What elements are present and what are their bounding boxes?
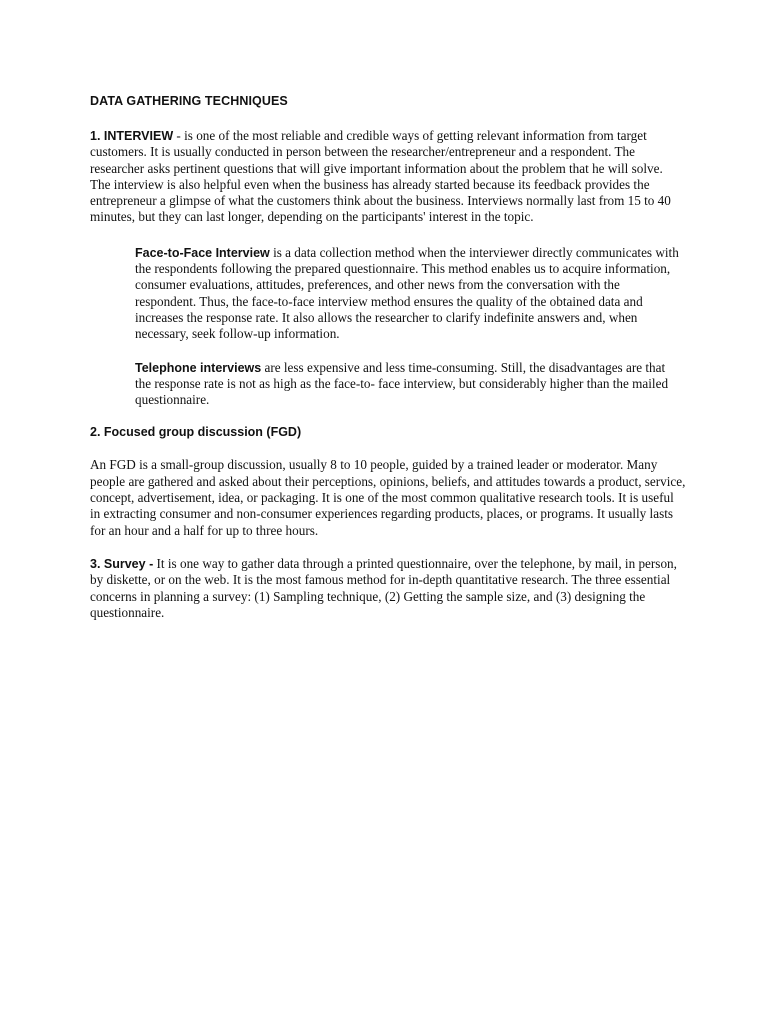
document-title: DATA GATHERING TECHNIQUES: [90, 94, 288, 108]
telephone-text: are less expensive and less time-consuming. Still, the disadvantages are that the response rate is not as high as the face-to- face interview, but considerably higher than the mailed questionnaire.: [135, 359, 669, 408]
face-to-face-paragraph: [135, 245, 683, 343]
telephone-paragraph: [135, 360, 683, 409]
interview-heading: 1. INTERVIEW: [90, 129, 174, 143]
survey-heading: 3. Survey -: [90, 556, 154, 571]
document-body: [90, 94, 686, 621]
interview-paragraph: [90, 128, 686, 226]
face-to-face-text: is a data collection method when the interviewer directly communicates with the respondents following the prepared questionnaire. This method enables us to acquire information, consumer evaluations, attitudes, preferences, and other news from the conversation with the respondent. Thus, the face-to-face interview method ensures the quality of the obtained data and increases the response rate. It also allows the researcher to clarify indefinite answers and, when necessary, seek follow-up information.: [135, 244, 679, 342]
telephone-heading: Telephone interviews: [135, 360, 262, 375]
fgd-paragraph: An FGD is a small-group discussion, usually 8 to 10 people, guided by a trained leader or moderator. Many people are gathered and asked about their perceptions, opinions, beliefs, and attitudes towards a product, service, concept, advertisement, idea, or packaging. It is one of the most common qualitative research tools. It is useful in extracting consumer and non-consumer experiences regarding products, places, or programs. It usually lasts for an hour and a half for up to three hours.: [90, 457, 686, 538]
interview-text: - is one of the most reliable and credible ways of getting relevant information from target customers. It is usually conducted in person between the researcher/entrepreneur and a respondent. The researcher asks pertinent questions that will give important information about the problem that he will solve. The interview is also helpful even when the business has already started because its feedback provides the entrepreneur a glimpse of what the customers think about the business. Interviews normally last from 15 to 40 minutes, but they can last longer, depending on the participants' interest in the topic.: [90, 128, 671, 225]
survey-text: It is one way to gather data through a printed questionnaire, over the telephone, by mail, in person, by diskette, or on the web. It is the most famous method for in-depth quantitative research. The three essential concerns in planning a survey: (1) Sampling technique, (2) Getting the sample size, and (3) designing the questionnaire.: [90, 555, 677, 620]
fgd-heading: 2. Focused group discussion (FGD): [90, 425, 302, 440]
survey-paragraph: [90, 556, 686, 621]
face-to-face-heading: Face-to-Face Interview: [135, 245, 270, 260]
